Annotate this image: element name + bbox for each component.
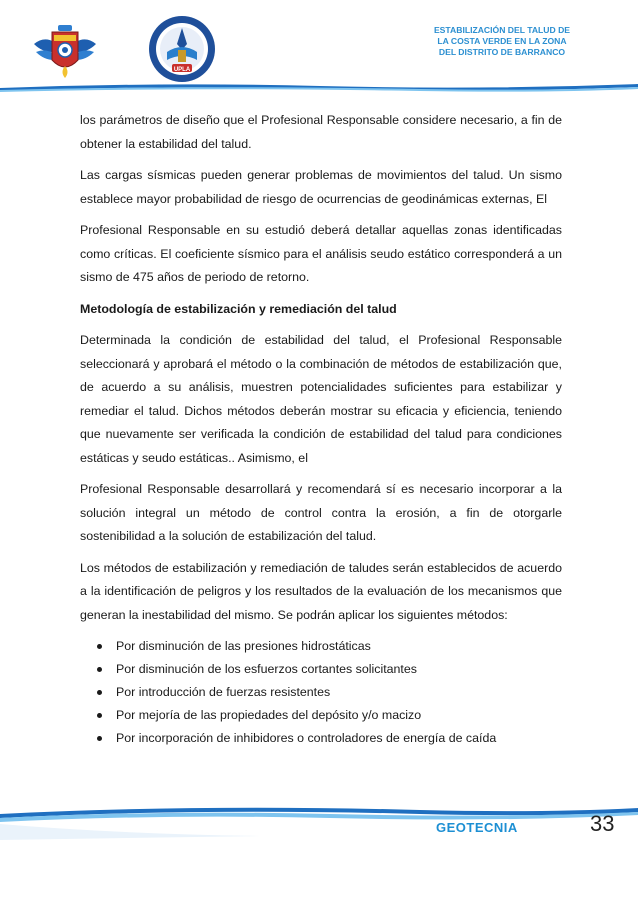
header-title-line: ESTABILIZACIÓN DEL TALUD DE — [433, 25, 571, 35]
header-title-line: DEL DISTRITO DE BARRANCO — [438, 47, 566, 57]
body-paragraph: Las cargas sísmicas pueden generar problemas de movimientos del talud. Un sismo establece mayor probabilidad de riesgo de ocurrencias de geodinámicas externas, El — [80, 168, 562, 206]
list-item — [116, 727, 562, 750]
list-item — [116, 658, 562, 681]
university-shield-emblem-icon — [32, 22, 98, 84]
bullet-icon — [97, 713, 102, 718]
list-item-text: Por introducción de fuerzas resistentes — [116, 685, 331, 699]
body-paragraph: Los métodos de estabilización y remediación de taludes serán establecidos de acuerdo a la identificación de peligros y los resultados de la evaluación de los mecanismos que generan la inestabilidad del mismo. Se podrán aplicar los siguientes métodos: — [80, 560, 562, 622]
bullet-icon — [97, 736, 102, 741]
upla-university-seal-icon — [143, 14, 221, 84]
list-item-text: Por incorporación de inhibidores o controladores de energía de caída — [116, 731, 497, 745]
upla-logo-text: UPLA — [173, 67, 191, 73]
list-item-text: Por mejoría de las propiedades del depósito y/o macizo — [116, 708, 422, 722]
list-item — [116, 635, 562, 658]
header-decorative-wave — [0, 82, 638, 94]
body-paragraph: los parámetros de diseño que el Profesional Responsable considere necesario, a fin de obtener la estabilidad del talud. — [80, 113, 562, 151]
bullet-icon — [97, 667, 102, 672]
body-paragraph: Profesional Responsable en su estudió deberá detallar aquellas zonas identificadas como críticas. El coeficiente sísmico para el análisis seudo estático corresponderá a un sismo de 475 años de periodo de retorno. — [80, 223, 562, 284]
section-heading: Metodología de estabilización y remediación del talud — [80, 301, 397, 316]
document-header-title — [412, 25, 592, 58]
footer-brand: GEOTECNIA — [436, 820, 518, 835]
list-item — [116, 704, 562, 727]
header-title-line: LA COSTA VERDE EN LA ZONA — [437, 36, 567, 46]
list-item-text: Por disminución de los esfuerzos cortantes solicitantes — [116, 662, 417, 676]
bullet-icon — [97, 644, 102, 649]
body-paragraph: Determinada la condición de estabilidad del talud, el Profesional Responsable seleccionará y aprobará el método o la combinación de métodos de estabilización que, de acuerdo a su análisis, muestren potencialidades suficientes para estabilizar y remediar el talud. Dichos métodos deberán mostrar su eficacia y eficiencia, teniendo que nuevamente ser verificada la condición de estabilidad del talud para condiciones estáticas y seudo estáticas.. Asimismo, el — [80, 333, 562, 465]
list-item — [116, 681, 562, 704]
document-body — [80, 109, 562, 750]
bullet-icon — [97, 690, 102, 695]
body-paragraph: Profesional Responsable desarrollará y recomendará sí es necesario incorporar a la solución integral un método de control contra la erosión, a fin de otorgarle sostenibilidad a la solución de estabilización del talud. — [80, 482, 562, 543]
list-item-text: Por disminución de las presiones hidrostáticas — [116, 639, 371, 653]
methods-list — [80, 635, 562, 750]
page-number: 33 — [590, 811, 615, 836]
footer-decorative-wave — [0, 800, 638, 840]
